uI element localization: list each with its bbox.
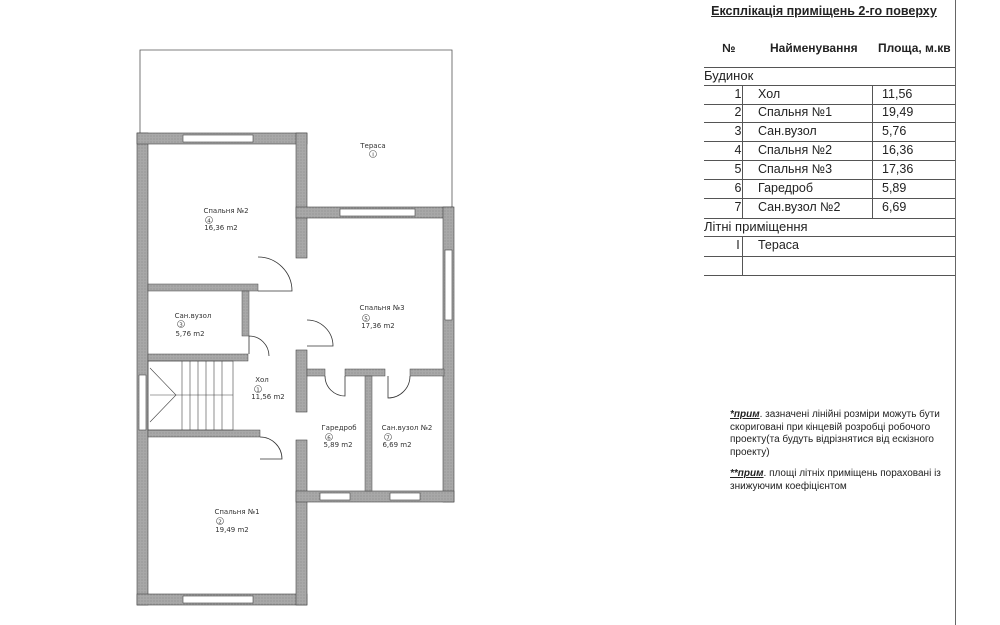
- svg-text:6,69 m2: 6,69 m2: [382, 441, 412, 449]
- row-name: Сан.вузол: [758, 124, 817, 138]
- row-name: Сан.вузол №2: [758, 200, 841, 214]
- svg-text:I: I: [372, 152, 374, 159]
- room-label-bedroom2: [203, 207, 248, 232]
- room-label-wardrobe: [321, 424, 356, 449]
- svg-text:5,89 m2: 5,89 m2: [323, 441, 353, 449]
- svg-text:3: 3: [179, 322, 183, 329]
- svg-text:11,56 m2: 11,56 m2: [251, 393, 285, 401]
- row-area: 6,69: [882, 200, 907, 214]
- header-num: №: [722, 41, 736, 55]
- row-name: Хол: [758, 87, 781, 101]
- row-num: 7: [734, 200, 742, 214]
- explication-table: [698, 0, 960, 280]
- note-1: [730, 409, 952, 459]
- walls: [137, 133, 454, 605]
- row-num: I: [736, 238, 740, 252]
- row-name: Спальня №2: [758, 143, 833, 157]
- sheet-border: [955, 0, 956, 625]
- table-col-divider: [742, 237, 743, 275]
- room-label-bedroom3: [359, 304, 404, 330]
- row-name: Гаредроб: [758, 181, 814, 195]
- group-title-house: Будинок: [704, 68, 754, 83]
- svg-text:Сан.вузол: Сан.вузол: [174, 312, 212, 320]
- room-label-hall: [251, 376, 285, 401]
- row-num: 1: [734, 87, 742, 101]
- note-2: [730, 468, 952, 493]
- row-area: 16,36: [882, 143, 914, 157]
- svg-text:16,36 m2: 16,36 m2: [204, 224, 238, 232]
- note-1-lead: *прим: [730, 409, 760, 420]
- header-area: Площа, м.кв: [878, 41, 951, 55]
- svg-text:5,76 m2: 5,76 m2: [175, 330, 205, 338]
- row-name: Спальня №3: [758, 162, 833, 176]
- svg-text:Гаредроб: Гаредроб: [321, 424, 357, 432]
- svg-text:Тераса: Тераса: [360, 142, 386, 150]
- svg-text:6: 6: [327, 435, 331, 442]
- svg-text:Спальня №2: Спальня №2: [203, 207, 249, 215]
- svg-text:2: 2: [218, 519, 222, 526]
- svg-text:Сан.вузол №2: Сан.вузол №2: [381, 424, 433, 432]
- group-title-summer: Літні приміщення: [704, 219, 808, 234]
- svg-text:Спальня №1: Спальня №1: [214, 508, 260, 516]
- row-area: 19,49: [882, 105, 914, 119]
- row-num: 2: [734, 105, 742, 119]
- staircase: [148, 361, 233, 430]
- svg-text:5: 5: [364, 316, 368, 323]
- row-area: 5,76: [882, 124, 907, 138]
- row-num: 5: [734, 162, 742, 176]
- note-2-text: . площі літніх приміщень пораховані із знижуючим коефіцієнтом: [730, 468, 941, 492]
- svg-text:Хол: Хол: [255, 376, 269, 384]
- room-label-terrace: [359, 142, 385, 159]
- table-col-divider: [742, 86, 743, 218]
- notes: [730, 409, 952, 502]
- room-label-bedroom1: [214, 508, 259, 534]
- row-num: 4: [734, 143, 742, 157]
- table-col-divider: [872, 86, 873, 218]
- room-label-bathroom: [175, 312, 212, 338]
- row-num: 6: [734, 181, 742, 195]
- table-title: Експлікація приміщень 2-го поверху: [711, 4, 937, 18]
- header-name: Найменування: [770, 41, 858, 55]
- row-area: 5,89: [882, 181, 907, 195]
- row-num: 3: [734, 124, 742, 138]
- svg-text:4: 4: [207, 218, 211, 225]
- windows: [139, 135, 452, 603]
- row-area: 11,56: [882, 87, 913, 101]
- row-name: Тераса: [758, 238, 799, 252]
- svg-text:1: 1: [256, 387, 260, 394]
- svg-text:17,36 m2: 17,36 m2: [361, 322, 395, 330]
- svg-text:7: 7: [386, 435, 390, 442]
- room-label-bathroom2: [382, 424, 433, 449]
- svg-text:Спальня №3: Спальня №3: [359, 304, 405, 312]
- row-area: 17,36: [882, 162, 914, 176]
- note-2-lead: **прим: [730, 468, 764, 479]
- note-1-text: . зазначені лінійні розміри можуть бути скориговані при кінцевій розробці робочого проекту(та будуть відрізнятися від ескізного проекту): [730, 409, 940, 458]
- table-rule: [704, 275, 956, 276]
- row-name: Спальня №1: [758, 105, 833, 119]
- svg-text:19,49 m2: 19,49 m2: [215, 526, 249, 534]
